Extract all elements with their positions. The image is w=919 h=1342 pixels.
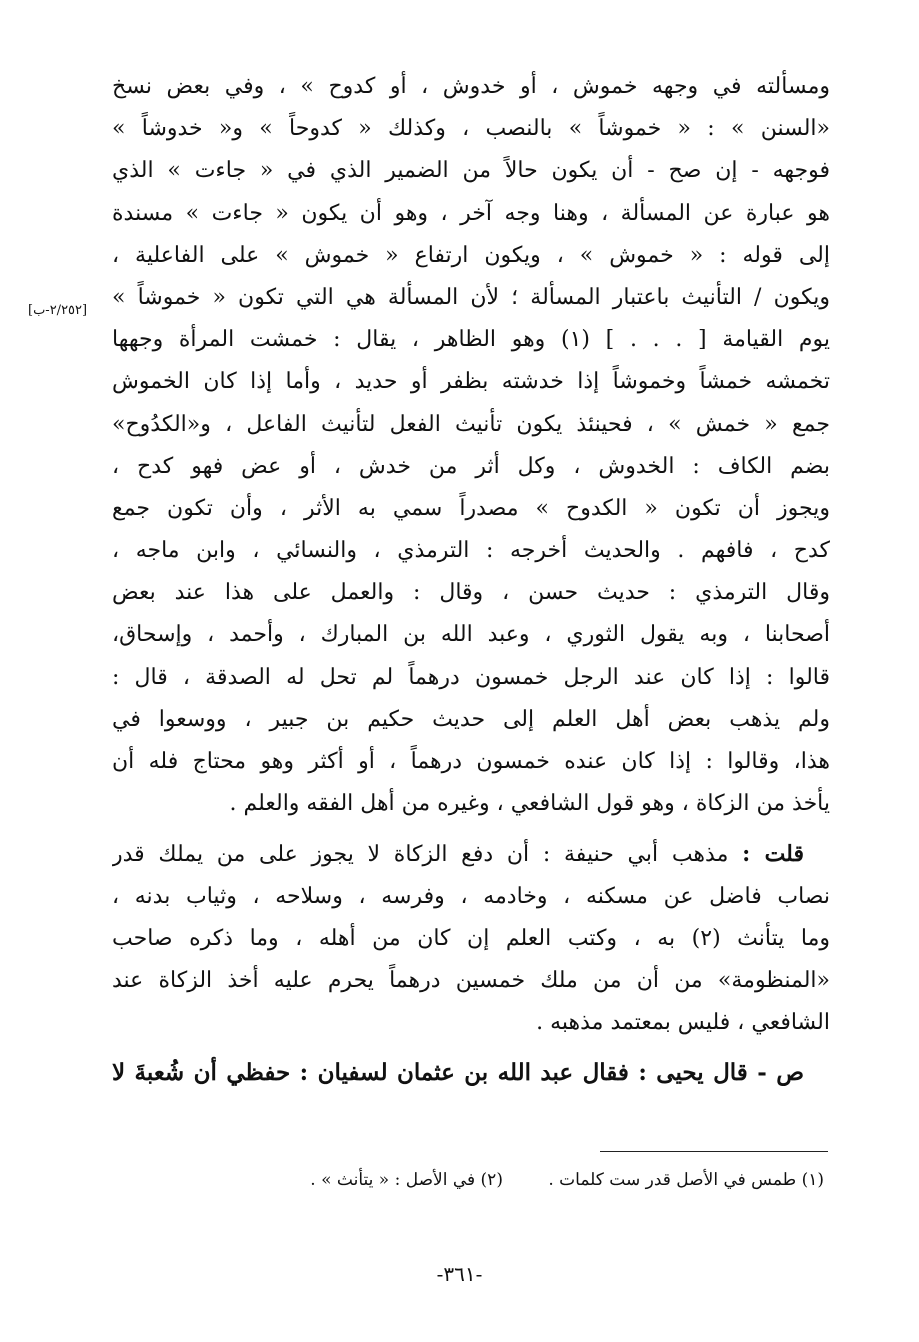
text-line: يوم القيامة [ . . . ] (١) وهو الظاهر ، يقال : خمشت المرأة وجهها [112, 327, 830, 353]
text-line: ويكون / التأنيث باعتبار المسألة ؛ لأن المسألة هي التي تكون « خموشاً » [112, 284, 830, 310]
qult-text: مذهب أبي حنيفة : أن دفع الزكاة لا يجوز على من يملك قدر [112, 842, 729, 868]
text-line: بضم الكاف : الخدوش ، وكل أثر من خدش ، أو عض فهو كدح ، [112, 453, 830, 479]
text-line: نصاب فاضل عن مسكنه ، وخادمه ، وفرسه ، وسلاحه ، وثياب بدنه ، [112, 883, 830, 909]
footnote-2: (٢) في الأصل : « يتأنث » . [310, 1170, 503, 1190]
text-line: فوجهه - إن صح - أن يكون حالاً من الضمير الذي في « جاءت » الذي [112, 158, 830, 184]
text-line: ومسألته في وجهه خموش ، أو خدوش ، أو كدوح » ، وفي بعض نسخ [112, 74, 830, 99]
main-text [112, 66, 830, 1095]
text-line: «السنن » : « خموشاً » بالنصب ، وكذلك « كدوحاً » و« خدوشاً » [112, 116, 830, 142]
margin-note: [٢/٢٥٢-ب] [28, 303, 88, 318]
text-line: تخمشه خمشاً وخموشاً إذا خدشته بظفر أو حديد ، وأما إذا كان الخموش [112, 369, 830, 395]
text-line: هو عبارة عن المسألة ، وهنا وجه آخر ، وهو أن يكون « جاءت » مسندة [112, 200, 830, 226]
section-heading: ص - قال يحيى : فقال عبد الله بن عثمان لسفيان : حفظي أن شُعبةَ لا [112, 1059, 804, 1087]
footnote-divider [600, 1151, 828, 1152]
text-line: وما يتأنث (٢) به ، وكتب العلم إن كان من أهله ، وما ذكره صاحب [112, 925, 830, 951]
text-line: إلى قوله : « خموش » ، ويكون ارتفاع « خموش » على الفاعلية ، [112, 242, 830, 268]
text-line: ويجوز أن تكون « الكدوح » مصدراً سمي به الأثر ، وأن تكون جمع [112, 495, 830, 521]
footnote-1: (١) طمس في الأصل قدر ست كلمات . [548, 1170, 824, 1190]
paragraph-gap [112, 825, 830, 833]
qult-first-line [112, 833, 830, 875]
footnotes [310, 1170, 824, 1190]
text-line: كدح ، فافهم . والحديث أخرجه : الترمذي ، والنسائي ، وابن ماجه ، [112, 538, 830, 564]
text-line: ولم يذهب بعض أهل العلم إلى حديث حكيم بن جبير ، ووسعوا في [112, 706, 830, 732]
text-line: جمع « خمش » ، فحينئذ يكون تأنيث الفعل لتأنيث الفاعل ، و«الكدُوح» [112, 411, 830, 437]
text-line: هذا، وقالوا : إذا كان عنده خمسون درهماً ، أو أكثر وهو محتاج فله أن [112, 749, 830, 774]
text-line: أصحابنا ، وبه يقول الثوري ، وعبد الله بن المبارك ، وأحمد ، وإسحاق، [112, 622, 830, 648]
text-line: الشافعي ، فليس بمعتمد مذهبه . [536, 1010, 830, 1036]
paragraph-gap [112, 1044, 830, 1052]
qult-label: قلت : [742, 841, 804, 868]
text-line: قالوا : إذا كان عند الرجل خمسون درهماً لم تحل له الصدقة ، قال : [112, 664, 830, 690]
text-line: يأخذ من الزكاة ، وهو قول الشافعي ، وغيره من أهل الفقه والعلم . [229, 791, 830, 817]
text-line: «المنظومة» من أن من ملك خمسين درهماً يحرم عليه أخذ الزكاة عند [112, 967, 830, 993]
text-line: وقال الترمذي : حديث حسن ، وقال : والعمل على هذا عند بعض [112, 580, 830, 606]
page-number: -٣٦١- [436, 1262, 483, 1286]
